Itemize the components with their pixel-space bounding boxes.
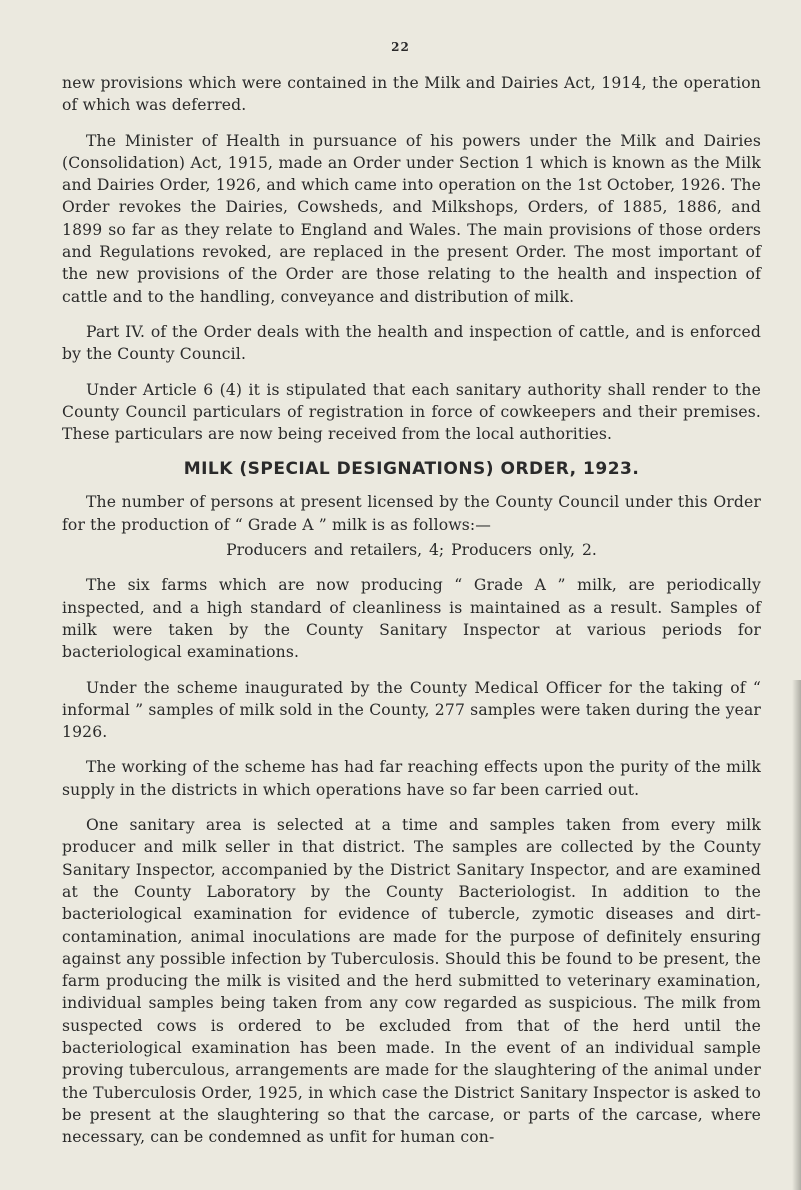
- paragraph-informal-samples: Under the scheme inaugurated by the County Medical Officer for the taking of “ informal ” samples of milk sold in the County, 277 samples were taken during the year 1926.: [62, 678, 761, 742]
- paragraph-article-6: Under Article 6 (4) it is stipulated that each sanitary authority shall render to the County Council particulars of registration in force of cowkeepers and their premises. These particulars are now being received from the local authorities.: [62, 380, 761, 444]
- page-number: 22: [391, 40, 410, 54]
- paragraph-grade-a-licences: The number of persons at present licensed by the County Council under this Order for the production of “ Grade A ” milk is as follows:—: [62, 493, 761, 534]
- paragraph-sanitary-area: One sanitary area is selected at a time and samples taken from every milk producer and milk seller in that district. The samples are collected by the County Sanitary Inspector, accompanied by the District Sanitary Inspector, and are examined at the County Laboratory by the County Bacteriologist. In addition to the bacteriological examination for evidence of tubercle, zymotic diseases and dirt-contamination, animal inoculations are made for the purpose of definitely ensuring against any possible infection by Tuberculosis. Should this be found to be present, the farm producing the milk is visited and the herd submitted to veterinary examination, individual samples being taken from any cow regarded as suspicious. The milk from suspected cows is ordered to be excluded from that of the herd until the bacteriological examination has been made. In the event of an individual sample proving tuberculous, arrangements are made for the slaughtering of the animal under the Tuberculosis Order, 1925, in which case the District Sanitary Inspector is asked to be present at the slaughtering so that the carcase, or parts of the carcase, where necessary, can be condemned as unfit for human con-: [62, 816, 761, 1147]
- scan-edge-shadow: [792, 680, 801, 1190]
- section-heading: MILK (SPECIAL DESIGNATIONS) ORDER, 1923.: [183, 459, 640, 480]
- paragraph-continuation: new provisions which were contained in the Milk and Dairies Act, 1914, the operation of which was deferred.: [62, 74, 761, 115]
- paragraph-six-farms: The six farms which are now producing “ Grade A ” milk, are periodically inspected, and a high standard of cleanliness is maintained as a result. Samples of milk were taken by the County Sanitary Inspector at various periods for bacteriological examinations.: [62, 576, 761, 662]
- paragraph-minister-of-health: The Minister of Health in pursuance of his powers under the Milk and Dairies (Consolidation) Act, 1915, made an Order under Section 1 which is known as the Milk and Dairies Order, 1926, and which came into operation on the 1st October, 1926. The Order revokes the Dairies, Cowsheds, and Milkshops, Orders, of 1885, 1886, and 1899 so far as they relate to England and Wales. The main provisions of those orders and Regulations revoked, are replaced in the present Order. The most important of the new provisions of the Order are those relating to the health and inspection of cattle and to the handling, conveyance and distribution of milk.: [62, 131, 761, 306]
- paragraph-part-iv: Part IV. of the Order deals with the health and inspection of cattle, and is enforced by the County Council.: [62, 322, 761, 364]
- producers-count-line: Producers and retailers, 4; Producers only, 2.: [226, 541, 597, 560]
- paragraph-scheme-effects: The working of the scheme has had far reaching effects upon the purity of the milk supply in the districts in which operations have so far been carried out.: [62, 758, 761, 799]
